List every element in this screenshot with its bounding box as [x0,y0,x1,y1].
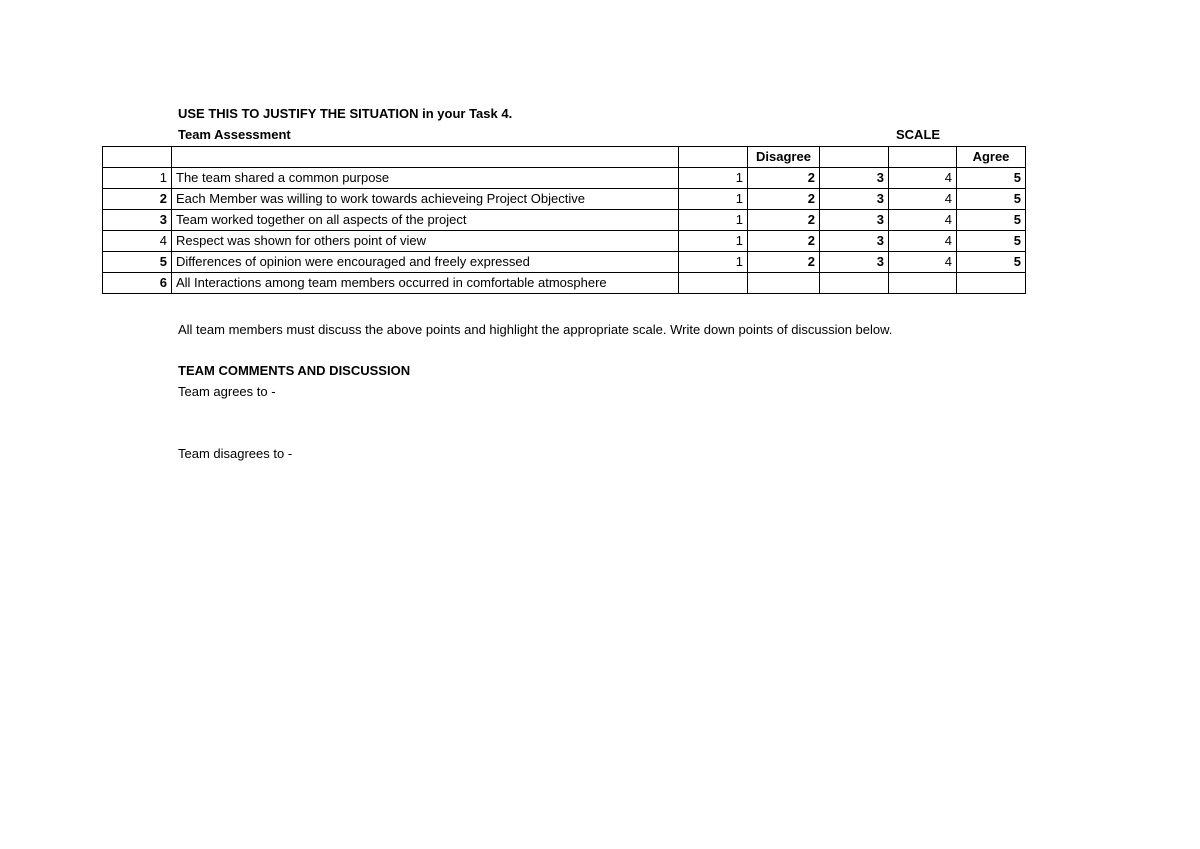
score-cell-1[interactable]: 1 [679,210,748,231]
score-cell-3[interactable] [820,273,889,294]
table-header-row [103,147,1026,168]
score-cell-1[interactable]: 1 [679,189,748,210]
score-cell-3[interactable]: 3 [820,189,889,210]
score-cell-5[interactable] [957,273,1026,294]
score-cell-2[interactable]: 2 [748,252,820,273]
score-cell-4[interactable] [889,273,957,294]
header-num-cell [103,147,172,168]
comments-heading: TEAM COMMENTS AND DISCUSSION [178,363,411,378]
score-cell-1[interactable]: 1 [679,252,748,273]
score-cell-4[interactable]: 4 [889,252,957,273]
row-statement: All Interactions among team members occurred in comfortable atmosphere [172,273,679,294]
team-disagrees-label: Team disagrees to - [178,446,293,461]
score-cell-5[interactable]: 5 [957,189,1026,210]
table-row [103,168,1026,189]
row-statement: The team shared a common purpose [172,168,679,189]
table-row [103,252,1026,273]
row-number: 2 [103,189,172,210]
score-cell-4[interactable]: 4 [889,189,957,210]
row-statement: Respect was shown for others point of view [172,231,679,252]
score-cell-2[interactable]: 2 [748,231,820,252]
score-cell-2[interactable]: 2 [748,168,820,189]
table-caption: Team Assessment [178,127,291,142]
score-cell-1[interactable]: 1 [679,168,748,189]
page-title: USE THIS TO JUSTIFY THE SITUATION in your Task 4. [178,106,513,121]
table-row [103,189,1026,210]
header-statement-cell [172,147,679,168]
scale-header-3 [820,147,889,168]
row-number: 6 [103,273,172,294]
table-row [103,273,1026,294]
score-cell-3[interactable]: 3 [820,252,889,273]
score-cell-5[interactable]: 5 [957,252,1026,273]
scale-caption: SCALE [896,127,941,142]
instructions-text: All team members must discuss the above points and highlight the appropriate scale. Write down points of discussion below. [178,322,893,337]
score-cell-3[interactable]: 3 [820,168,889,189]
score-cell-5[interactable]: 5 [957,168,1026,189]
score-cell-5[interactable]: 5 [957,210,1026,231]
score-cell-2[interactable] [748,273,820,294]
score-cell-3[interactable]: 3 [820,231,889,252]
row-number: 5 [103,252,172,273]
row-statement: Differences of opinion were encouraged and freely expressed [172,252,679,273]
score-cell-2[interactable]: 2 [748,189,820,210]
assessment-table [102,146,1026,294]
team-agrees-label: Team agrees to - [178,384,276,399]
row-number: 1 [103,168,172,189]
scale-header-agree: Agree [957,147,1026,168]
scale-header-4 [889,147,957,168]
score-cell-4[interactable]: 4 [889,210,957,231]
score-cell-1[interactable]: 1 [679,231,748,252]
table-row [103,210,1026,231]
score-cell-5[interactable]: 5 [957,231,1026,252]
scale-header-disagree: Disagree [748,147,820,168]
row-statement: Team worked together on all aspects of the project [172,210,679,231]
score-cell-4[interactable]: 4 [889,168,957,189]
score-cell-1[interactable] [679,273,748,294]
row-number: 3 [103,210,172,231]
row-statement: Each Member was willing to work towards achieveing Project Objective [172,189,679,210]
table-row [103,231,1026,252]
row-number: 4 [103,231,172,252]
score-cell-2[interactable]: 2 [748,210,820,231]
score-cell-3[interactable]: 3 [820,210,889,231]
scale-header-1 [679,147,748,168]
score-cell-4[interactable]: 4 [889,231,957,252]
